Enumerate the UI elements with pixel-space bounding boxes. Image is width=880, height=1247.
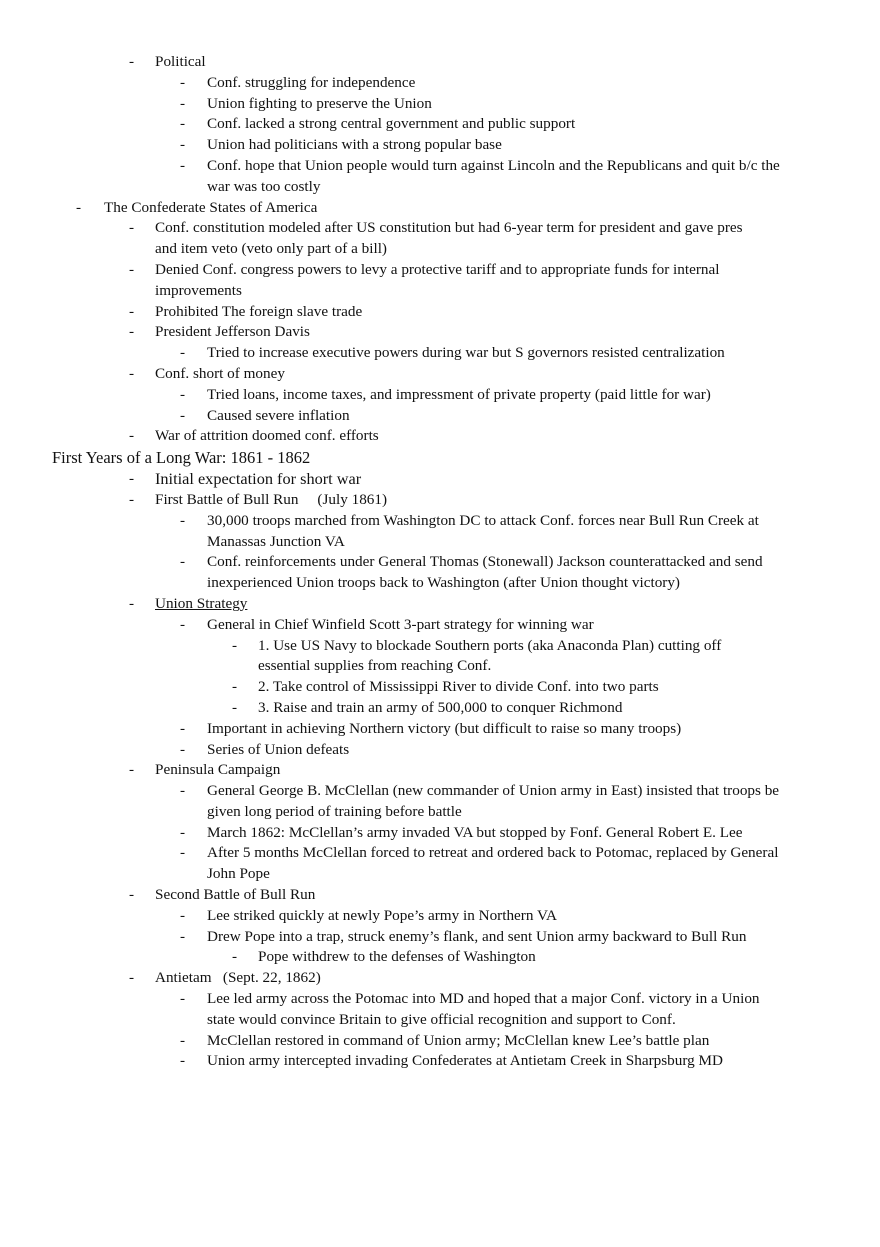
bullet-dash: - bbox=[180, 511, 186, 529]
bullet-line: - Conf. short of money bbox=[0, 364, 880, 385]
bullet-line: - Pope withdrew to the defenses of Washington bbox=[0, 947, 880, 968]
bullet-dash: - bbox=[180, 1031, 186, 1049]
document-body bbox=[0, 52, 880, 1072]
bullet-dash: - bbox=[129, 323, 135, 341]
bullet-line: - Antietam (Sept. 22, 1862) bbox=[0, 968, 880, 989]
bullet-line: - The Confederate States of America bbox=[0, 198, 880, 219]
bullet-line: - Union had politicians with a strong popular base bbox=[0, 135, 880, 156]
bullet-line: - Conf. constitution modeled after US constitution but had 6-year term for president and gave pres and item veto (veto only part of a bill) bbox=[129, 219, 743, 258]
bullet-line bbox=[0, 594, 880, 615]
bullet-dash: - bbox=[129, 219, 135, 237]
bullet-dash: - bbox=[180, 823, 186, 841]
bullet-dash: - bbox=[180, 156, 186, 174]
bullet-line: - General in Chief Winfield Scott 3-part strategy for winning war bbox=[0, 615, 880, 636]
bullet-dash: - bbox=[180, 385, 186, 403]
bullet-line: - Conf. struggling for independence bbox=[0, 73, 880, 94]
section-heading: First Years of a Long War: 1861 - 1862 bbox=[52, 448, 311, 468]
bullet-line: - Peninsula Campaign bbox=[0, 760, 880, 781]
bullet-line: - Tried loans, income taxes, and impressment of private property (paid little for war) bbox=[0, 385, 880, 406]
bullet-dash: - bbox=[232, 678, 238, 696]
bullet-dash: - bbox=[129, 761, 135, 779]
bullet-dash: - bbox=[129, 886, 135, 904]
bullet-line: - Union army intercepted invading Confederates at Antietam Creek in Sharpsburg MD bbox=[0, 1051, 880, 1072]
bullet-dash: - bbox=[129, 427, 135, 445]
bullet-line: - General George B. McClellan (new commander of Union army in East) insisted that troops be given long period of training before battle bbox=[180, 782, 780, 820]
bullet-dash: - bbox=[180, 136, 186, 154]
bullet-dash: - bbox=[180, 990, 186, 1008]
bullet-dash: - bbox=[232, 698, 238, 716]
bullet-dash: - bbox=[180, 719, 186, 737]
bullet-dash: - bbox=[180, 844, 186, 862]
bullet-line: - Lee led army across the Potomac into MD and hoped that a major Conf. victory in a Union state would convince Britain to give official recognition and support to Conf. bbox=[180, 990, 760, 1028]
bullet-dash: - bbox=[129, 302, 135, 320]
bullet-line: - 1. Use US Navy to blockade Southern ports (aka Anaconda Plan) cutting off essential supplies from reaching Conf. bbox=[232, 636, 722, 675]
bullet-dash: - bbox=[129, 594, 135, 612]
bullet-dash: - bbox=[129, 490, 135, 508]
bullet-line: - March 1862: McClellan’s army invaded VA but stopped by Fonf. General Robert E. Lee bbox=[0, 823, 880, 844]
bullet-dash: - bbox=[232, 636, 238, 654]
bullet-line: - Conf. reinforcements under General Thomas (Stonewall) Jackson counterattacked and send inexperienced Union troops back to Washington (after Union thought victory) bbox=[180, 553, 763, 592]
bullet-line: - Drew Pope into a trap, struck enemy’s flank, and sent Union army backward to Bull Run bbox=[0, 927, 880, 948]
bullet-line: - First Battle of Bull Run (July 1861) bbox=[0, 490, 880, 511]
bullet-dash: - bbox=[180, 782, 186, 800]
bullet-line: - Caused severe inflation bbox=[0, 406, 880, 427]
bullet-dash: - bbox=[232, 948, 238, 966]
bullet-dash: - bbox=[180, 927, 186, 945]
bullet-dash: - bbox=[129, 470, 135, 488]
bullet-line: - McClellan restored in command of Union army; McClellan knew Lee’s battle plan bbox=[0, 1031, 880, 1052]
bullet-dash: - bbox=[129, 53, 135, 70]
bullet-line: - Political bbox=[0, 52, 880, 73]
bullet-line: - Prohibited The foreign slave trade bbox=[0, 302, 880, 323]
bullet-line: - 30,000 troops marched from Washington DC to attack Conf. forces near Bull Run Creek at Manassas Junction VA bbox=[180, 511, 759, 550]
bullet-dash: - bbox=[180, 94, 186, 112]
bullet-dash: - bbox=[180, 553, 186, 571]
bullet-line: - 2. Take control of Mississippi River to divide Conf. into two parts bbox=[0, 677, 880, 698]
underlined-heading: Union Strategy bbox=[155, 594, 248, 612]
bullet-line: - Union fighting to preserve the Union bbox=[0, 94, 880, 115]
bullet-line: - Series of Union defeats bbox=[0, 740, 880, 761]
bullet-line: - Lee striked quickly at newly Pope’s army in Northern VA bbox=[0, 906, 880, 927]
bullet-line: - Conf. hope that Union people would turn against Lincoln and the Republicans and quit b/c the war was too costly bbox=[180, 156, 780, 195]
bullet-dash: - bbox=[129, 364, 135, 382]
bullet-dash: - bbox=[180, 406, 186, 424]
bullet-line: - Initial expectation for short war bbox=[129, 469, 362, 489]
bullet-dash: - bbox=[180, 1052, 186, 1070]
bullet-line: - Tried to increase executive powers during war but S governors resisted centralization bbox=[0, 343, 880, 364]
bullet-dash: - bbox=[76, 198, 82, 216]
bullet-dash: - bbox=[129, 260, 135, 278]
bullet-dash: - bbox=[180, 740, 186, 758]
bullet-line: - After 5 months McClellan forced to retreat and ordered back to Potomac, replaced by General John Pope bbox=[180, 844, 779, 883]
bullet-dash: - bbox=[180, 73, 186, 91]
bullet-line: - Denied Conf. congress powers to levy a protective tariff and to appropriate funds for internal improvements bbox=[129, 260, 720, 299]
bullet-dash: - bbox=[129, 969, 135, 987]
bullet-dash: - bbox=[180, 344, 186, 362]
bullet-dash: - bbox=[180, 615, 186, 633]
bullet-dash: - bbox=[180, 906, 186, 924]
bullet-line: - Important in achieving Northern victory (but difficult to raise so many troops) bbox=[0, 719, 880, 740]
bullet-line: - Second Battle of Bull Run bbox=[0, 885, 880, 906]
bullet-dash: - bbox=[180, 115, 186, 133]
bullet-line: - War of attrition doomed conf. efforts bbox=[0, 426, 880, 447]
bullet-line: - 3. Raise and train an army of 500,000 to conquer Richmond bbox=[0, 698, 880, 719]
bullet-line: - Conf. lacked a strong central government and public support bbox=[0, 114, 880, 135]
bullet-line: - President Jefferson Davis bbox=[0, 322, 880, 343]
